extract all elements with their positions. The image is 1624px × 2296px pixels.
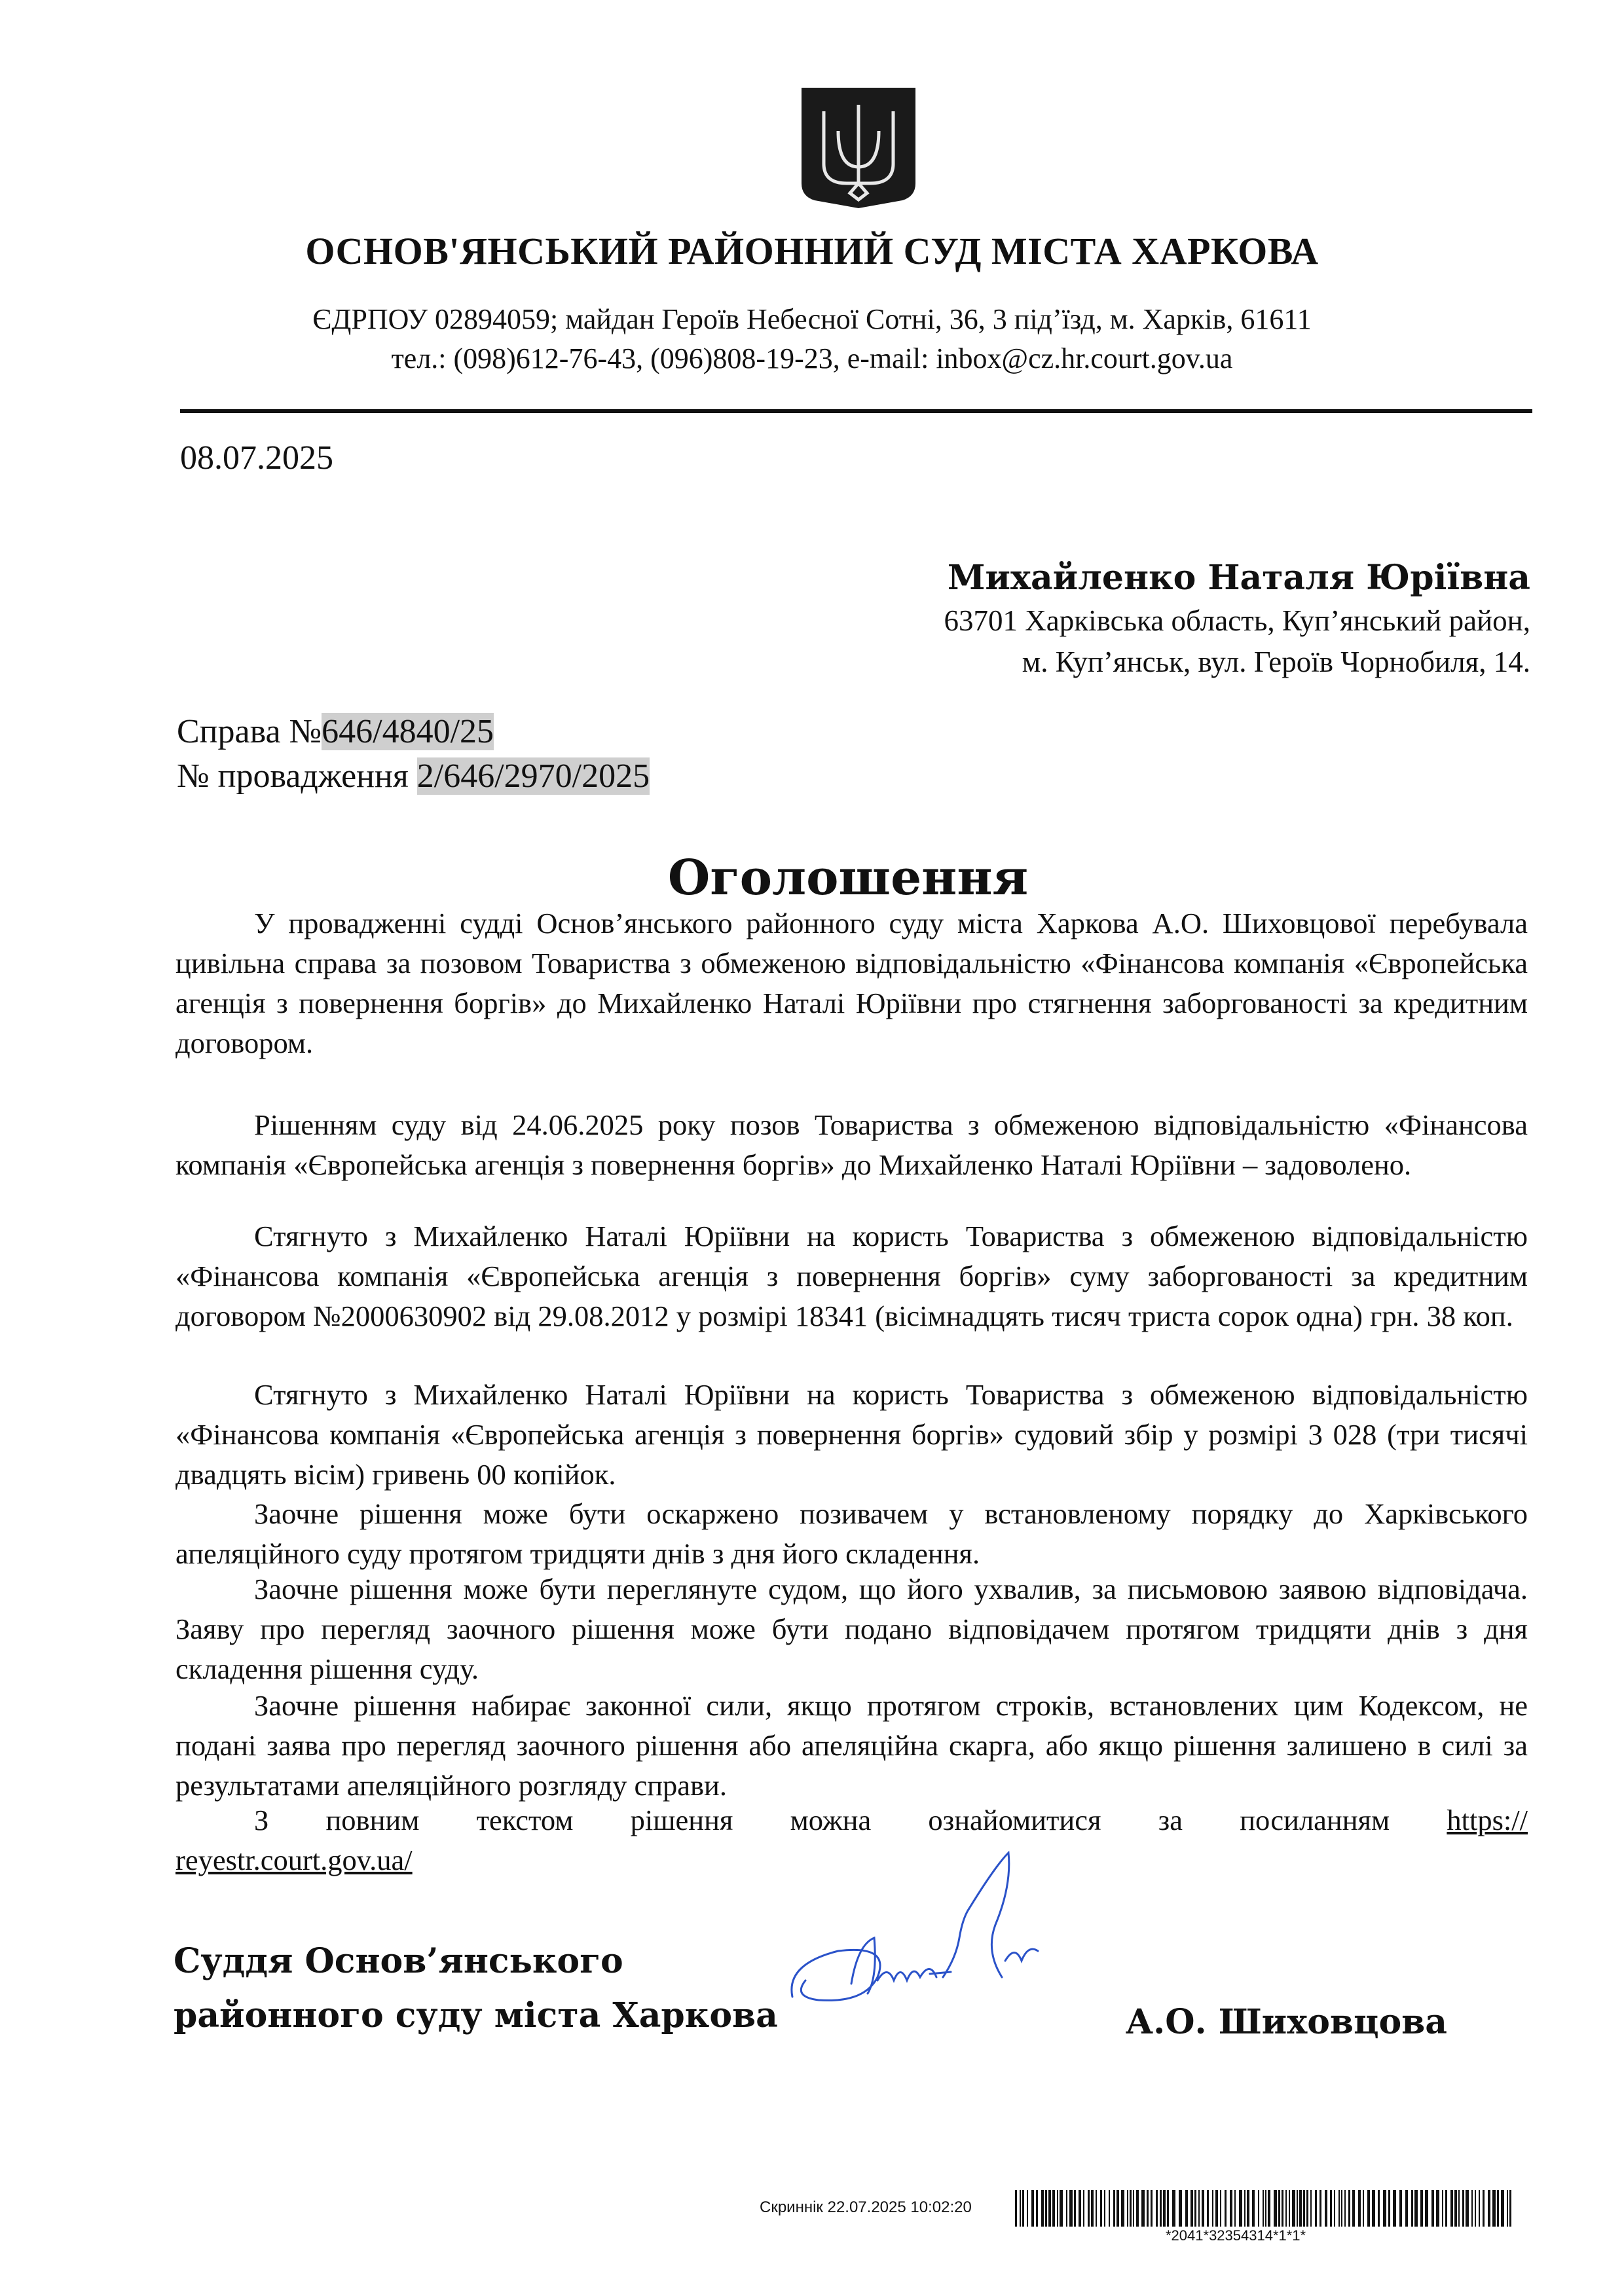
paragraph-legal-force: Заочне рішення набирає законної сили, якщо протягом строків, встановлених цим Кодексом, не подані заява про перегляд заочного рішення або апеляційна скарга, або якщо рішення залишено в силі за результатами апеляційного розгляду справи. (175, 1689, 1528, 1802)
case-number: 646/4840/25 (322, 713, 494, 750)
document-date: 08.07.2025 (180, 439, 333, 477)
proceeding-label: № провадження (177, 757, 417, 795)
header-divider (180, 409, 1532, 413)
judge-title-line2: районного суду міста Харкова (174, 1995, 778, 2035)
addressee-address-line2: м. Куп’янськ, вул. Героїв Чорнобиля, 14. (1022, 646, 1530, 678)
addressee-name: Михайленко Наталя Юріївна (947, 558, 1530, 598)
paragraph-debt-recovered: Стягнуто з Михайленко Наталі Юріївни на користь Товариства з обмеженою відповідальністю «Фінансова компанія «Європейська агенція з повернення боргів» суму заборгованості за кредитним договором №2000630902 від 29.08.2012 у розмірі 18341 (вісімнадцять тисяч триста сорок одна) грн. 38 коп. (175, 1220, 1528, 1332)
proceeding-number-line (177, 757, 650, 795)
court-requisites: ЄДРПОУ 02894059; майдан Героїв Небесної Сотні, 36, 3 під’їзд, м. Харків, 61611 (312, 303, 1312, 335)
proceeding-number: 2/646/2970/2025 (416, 757, 650, 795)
paragraph-decision: Рішенням суду від 24.06.2025 року позов Товариства з обмеженою відповідальністю «Фінансова компанія «Європейська агенція з повернення боргів» до Михайленко Наталі Юріївни – задоволено. (175, 1108, 1528, 1181)
judge-name: А.О. Шиховцова (1125, 2002, 1447, 2042)
registry-link-part1[interactable]: https:// (1447, 1804, 1528, 1836)
announcement-heading: Оголошення (667, 850, 1029, 906)
barcode-number: *2041*32354314*1*1* (1166, 2227, 1306, 2244)
paragraph-proceeding: У провадженні судді Основ’янського районного суду міста Харкова А.О. Шиховцової перебувала цивільна справа за позовом Товариства з обмеженою відповідальністю «Фінансова компанія «Європейська агенція з повернення боргів» до Михайленко Наталі Юріївни про стягнення заборгованості за кредитним договором. (175, 907, 1528, 1059)
paragraph-full-text-link: З повним текстом рішення можна ознайомитися за посиланням https:// reyestr.court.gov.ua/ (175, 1804, 1528, 1876)
scanner-stamp: Скриннік 22.07.2025 10:02:20 (760, 2198, 972, 2216)
barcode-icon (1015, 2190, 1519, 2229)
trident-icon (798, 85, 919, 210)
judge-title-line1: Суддя Основ’янського (174, 1941, 623, 1981)
paragraph-appeal: Заочне рішення може бути оскаржено позивачем у встановленому порядку до Харківського апеляційного суду протягом тридцяти днів з дня його складення. (175, 1497, 1528, 1570)
court-name: ОСНОВ'ЯНСЬКИЙ РАЙОННИЙ СУД МІСТА ХАРКОВА (305, 230, 1319, 272)
case-label: Справа № (177, 713, 322, 750)
court-contacts: тел.: (098)612-76-43, (096)808-19-23, e-mail: inbox@cz.hr.court.gov.ua (391, 342, 1233, 374)
registry-link-part2[interactable]: reyestr.court.gov.ua/ (175, 1844, 413, 1876)
addressee-address-line1: 63701 Харківська область, Куп’янський район, (944, 604, 1530, 637)
handwritten-signature (779, 1846, 1087, 2043)
paragraph-court-fee: Стягнуто з Михайленко Наталі Юріївни на користь Товариства з обмеженою відповідальністю «Фінансова компанія «Європейська агенція з повернення боргів» судовий збір у розмірі 3 028 (три тисячі двадцять вісім) гривень 00 копійок. (175, 1378, 1528, 1491)
paragraph-review: Заочне рішення може бути переглянуте судом, що його ухвалив, за письмовою заявою відповідача. Заяву про перегляд заочного рішення може бути подано відповідачем протягом тридцяти днів з дня складення рішення суду. (175, 1573, 1528, 1685)
case-number-line (177, 712, 494, 751)
